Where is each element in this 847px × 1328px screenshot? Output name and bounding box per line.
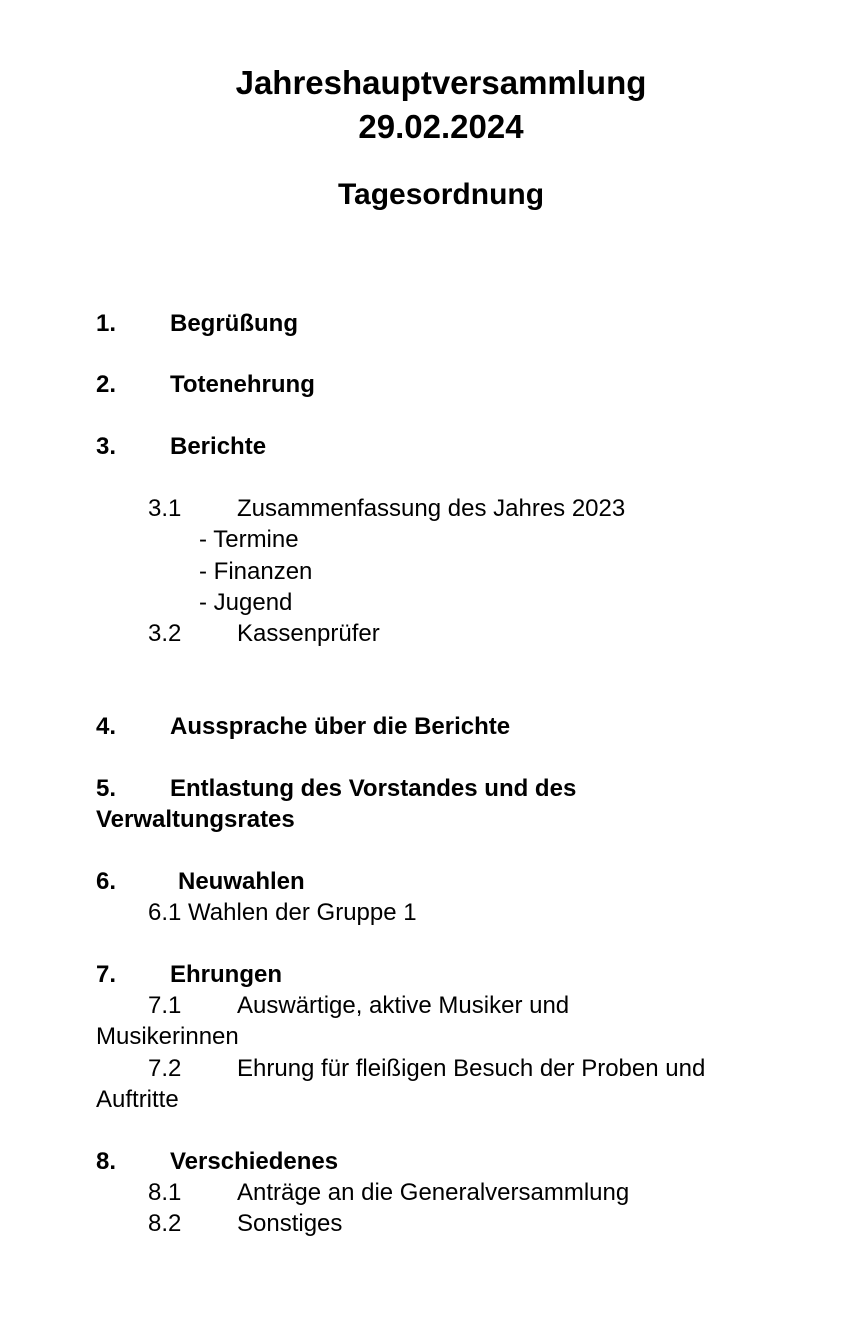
agenda-item-7-number: 7.: [96, 961, 117, 988]
agenda-item-4-label: Aussprache über die Berichte: [170, 713, 511, 740]
agenda-subitem-3-1-label: Zusammenfassung des Jahres 2023: [237, 495, 626, 522]
agenda-point-jugend: - Jugend: [199, 589, 293, 616]
agenda-subitem-7-2-label-continued: Auftritte: [96, 1086, 179, 1113]
agenda-item-7-label: Ehrungen: [170, 961, 282, 988]
agenda-item-3-number: 3.: [96, 433, 117, 460]
agenda-item-5-number: 5.: [96, 775, 117, 802]
agenda-subitem-3-1-number: 3.1: [148, 495, 182, 522]
agenda-subitem-3-2-number: 3.2: [148, 620, 182, 647]
agenda-point-finanzen: - Finanzen: [199, 558, 313, 585]
document-date: 29.02.2024: [358, 108, 524, 145]
agenda-item-2-number: 2.: [96, 371, 117, 398]
agenda-item-8-number: 8.: [96, 1148, 117, 1175]
agenda-item-6-number: 6.: [96, 868, 117, 895]
agenda-heading: Tagesordnung: [337, 178, 545, 211]
agenda-subitem-7-1-label: Auswärtige, aktive Musiker und: [237, 992, 570, 1019]
agenda-subitem-7-1-number: 7.1: [148, 992, 182, 1019]
agenda-item-1-number: 1.: [96, 310, 117, 337]
agenda-subitem-8-2-number: 8.2: [148, 1210, 182, 1237]
agenda-subitem-8-2-label: Sonstiges: [237, 1210, 343, 1237]
agenda-subitem-3-2-label: Kassenprüfer: [237, 620, 380, 647]
agenda-subitem-7-2-number: 7.2: [148, 1055, 182, 1082]
document-title: Jahreshauptversammlung: [235, 64, 647, 101]
agenda-point-termine: - Termine: [199, 526, 299, 553]
agenda-item-5-label-continued: Verwaltungsrates: [96, 806, 295, 833]
agenda-subitem-8-1-number: 8.1: [148, 1179, 182, 1206]
agenda-item-2-label: Totenehrung: [170, 371, 315, 398]
agenda-item-1-label: Begrüßung: [170, 310, 298, 337]
agenda-subitem-8-1-label: Anträge an die Generalversammlung: [237, 1179, 630, 1206]
agenda-subitem-7-2-label: Ehrung für fleißigen Besuch der Proben und: [237, 1055, 706, 1082]
agenda-item-4-number: 4.: [96, 713, 117, 740]
agenda-item-3-label: Berichte: [170, 433, 267, 460]
agenda-item-6-label: Neuwahlen: [178, 868, 305, 895]
agenda-subitem-7-1-label-continued: Musikerinnen: [96, 1023, 239, 1050]
agenda-item-5-label: Entlastung des Vorstandes und des: [170, 775, 577, 802]
agenda-item-8-label: Verschiedenes: [170, 1148, 339, 1175]
agenda-subitem-6-1: 6.1 Wahlen der Gruppe 1: [148, 899, 417, 926]
